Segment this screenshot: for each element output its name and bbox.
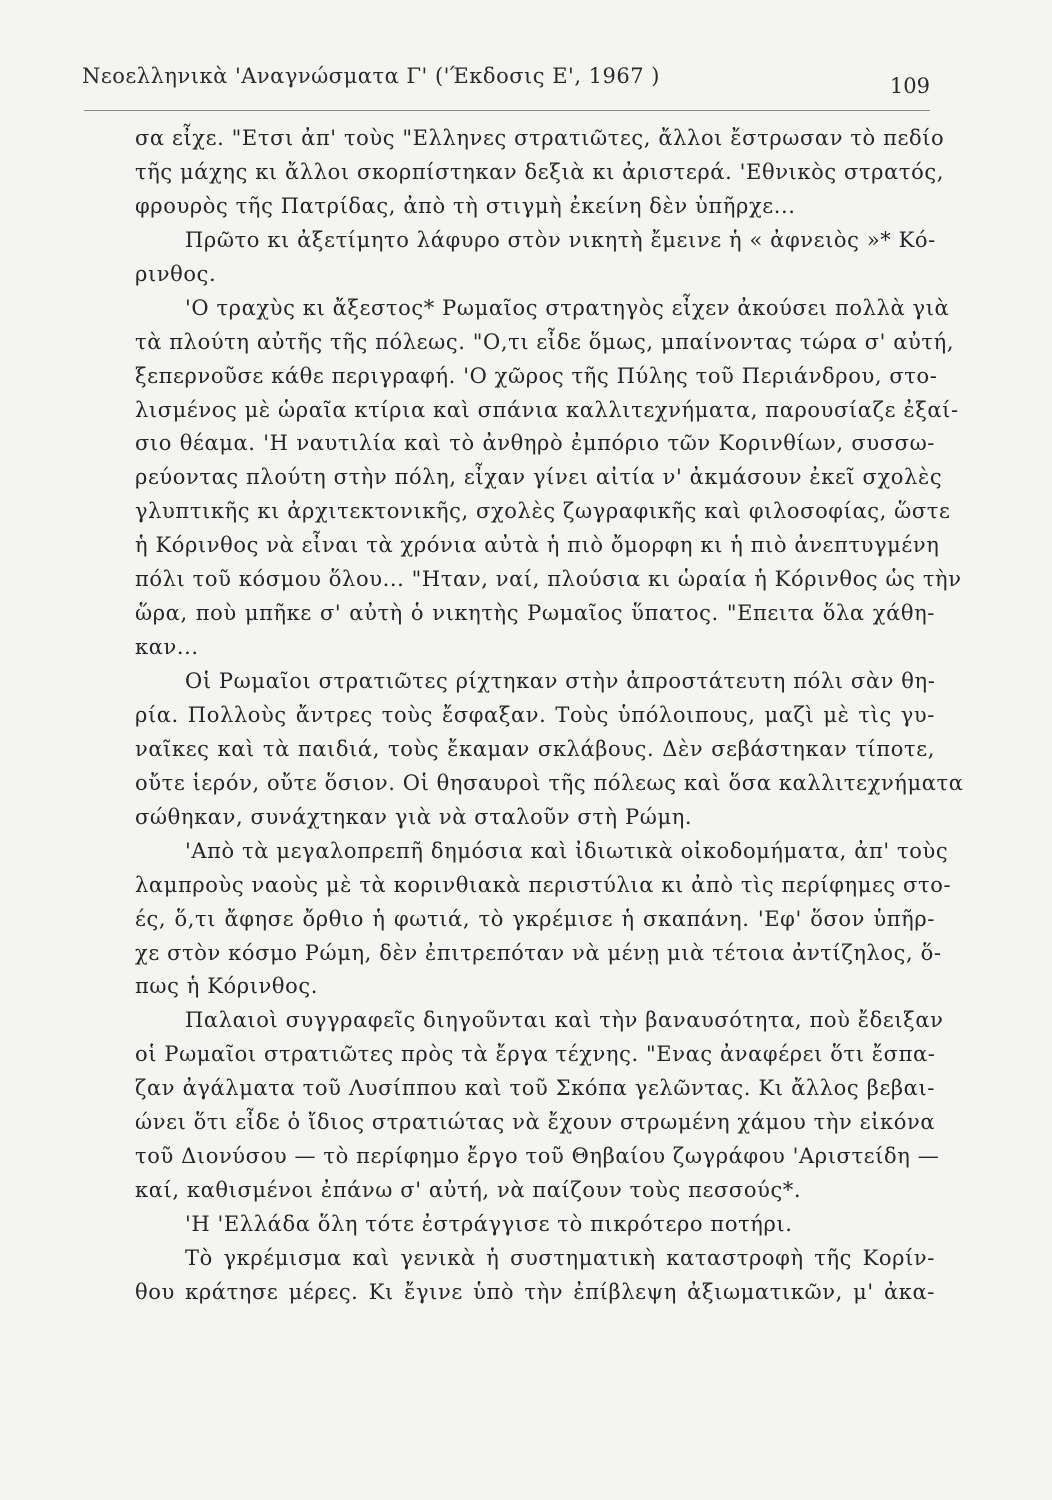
text-line: ὥρα, ποὺ μπῆκε σ' αὐτὴ ὁ νικητὴς Ρωμαῖος ὕπατος. "Επειτα ὅλα χάθη- <box>135 601 935 626</box>
text-line: πόλι τοῦ κόσμου ὅλου... "Ηταν, ναί, πλούσια κι ὡραία ἡ Κόρινθος ὡς τὴν <box>135 567 962 592</box>
text-line: καν... <box>135 635 199 660</box>
text-line: σιο θέαμα. 'Η ναυτιλία καὶ τὸ ἀνθηρὸ ἐμπόριο τῶν Κορινθίων, συσσω- <box>135 431 935 456</box>
text-body <box>135 122 964 1310</box>
text-line: πως ἡ Κόρινθος. <box>135 974 319 999</box>
text-line: θου κράτησε μέρες. Κι ἔγινε ὑπὸ τὴν ἐπίβλεψη ἀξιωματικῶν, μ' ἀκα- <box>135 1279 935 1304</box>
text-line: Παλαιοὶ συγγραφεῖς διηγοῦνται καὶ τὴν βαναυσότητα, ποὺ ἔδειξαν <box>185 1008 944 1033</box>
text-line: ές, ὅ,τι ἄφησε ὄρθιο ἡ φωτιά, τὸ γκρέμισε ἡ σκαπάνη. 'Εφ' ὅσον ὑπῆρ- <box>135 906 935 931</box>
text-line: ξεπερνοῦσε κάθε περιγραφή. 'Ο χῶρος τῆς Πύλης τοῦ Περιάνδρου, στο- <box>135 363 938 388</box>
page-number: 109 <box>889 74 930 98</box>
text-line: οὔτε ἱερόν, οὔτε ὅσιον. Οἱ θησαυροὶ τῆς πόλεως καὶ ὅσα καλλιτεχνήματα <box>135 770 964 795</box>
text-line: ρεύοντας πλούτη στὴν πόλη, εἶχαν γίνει αἰτία ν' ἀκμάσουν ἐκεῖ σχολὲς <box>135 465 943 490</box>
text-line: γλυπτικῆς κι ἀρχιτεκτονικῆς, σχολὲς ζωγραφικῆς καὶ φιλοσοφίας, ὥστε <box>135 499 951 524</box>
text-line: ρία. Πολλοὺς ἄντρες τοὺς ἔσφαξαν. Τοὺς ὑπόλοιπους, μαζὶ μὲ τὶς γυ- <box>135 702 935 727</box>
text-line: ζαν ἀγάλματα τοῦ Λυσίππου καὶ τοῦ Σκόπα γελῶντας. Κι ἄλλος βεβαι- <box>135 1076 935 1101</box>
text-line: τῆς μάχης κι ἄλλοι σκορπίστηκαν δεξιὰ κι ἀριστερά. 'Εθνικὸς στρατός, <box>135 159 944 184</box>
text-line: ναῖκες καὶ τὰ παιδιά, τοὺς ἔκαμαν σκλάβους. Δὲν σεβάστηκαν τίποτε, <box>135 736 935 761</box>
text-line: λισμένος μὲ ὡραῖα κτίρια καὶ σπάνια καλλιτεχνήματα, παρουσίαζε ἐξαί- <box>135 397 959 422</box>
text-line: Πρῶτο κι ἀξετίμητο λάφυρο στὸν νικητὴ ἔμεινε ἡ « ἀφνειὸς »* Κό- <box>185 227 936 252</box>
text-line: 'Ο τραχὺς κι ἄξεστος* Ρωμαῖος στρατηγὸς εἶχεν ἀκούσει πολλὰ γιὰ <box>185 295 950 320</box>
text-line: ώνει ὅτι εἶδε ὁ ἴδιος στρατιώτας νὰ ἔχουν στρωμένη χάμου τὴν εἰκόνα <box>135 1110 936 1135</box>
text-line: 'Απὸ τὰ μεγαλοπρεπῆ δημόσια καὶ ἰδιωτικὰ οἰκοδομήματα, ἀπ' τοὺς <box>185 838 949 863</box>
text-line: σα εἶχε. "Ετσι ἀπ' τοὺς "Ελληνες στρατιῶτες, ἄλλοι ἔστρωσαν τὸ πεδίο <box>135 126 945 150</box>
page-header <box>82 58 930 102</box>
text-line: σώθηκαν, συνάχτηκαν γιὰ νὰ σταλοῦν στὴ Ρώμη. <box>135 804 693 829</box>
text-line: καί, καθισμένοι ἐπάνω σ' αὐτή, νὰ παίζουν τοὺς πεσσούς*. <box>135 1178 802 1203</box>
text-line: φρουρὸς τῆς Πατρίδας, ἀπὸ τὴ στιγμὴ ἐκείνη δὲν ὑπῆρχε... <box>135 193 796 218</box>
text-line: Τὸ γκρέμισμα καὶ γενικὰ ἡ συστηματικὴ καταστροφὴ τῆς Κορίν- <box>185 1245 935 1270</box>
text-line: Οἱ Ρωμαῖοι στρατιῶτες ρίχτηκαν στὴν ἀπροστάτευτη πόλι σὰν θη- <box>185 669 936 693</box>
header-rule <box>84 110 930 111</box>
text-line: λαμπροὺς ναοὺς μὲ τὰ κορινθιακὰ περιστύλια κι ἀπὸ τὶς περίφημες στο- <box>135 872 952 897</box>
text-line: τοῦ Διονύσου — τὸ περίφημο ἔργο τοῦ Θηβαίου ζωγράφου 'Αριστείδη — <box>135 1144 940 1169</box>
text-line: ρινθος. <box>135 261 217 286</box>
text-line: ἡ Κόρινθος νὰ εἶναι τὰ χρόνια αὐτὰ ἡ πιὸ ὄμορφη κι ἡ πιὸ ἀνεπτυγμένη <box>135 533 940 558</box>
running-head: Νεοελληνικὰ 'Αναγνώσματα Γ' ('Έκδοσις Ε', 1967 ) <box>82 64 660 88</box>
text-line: τὰ πλούτη αὐτῆς τῆς πόλεως. "Ο,τι εἶδε ὅμως, μπαίνοντας τώρα σ' αὐτή, <box>135 329 955 354</box>
text-line: χε στὸν κόσμο Ρώμη, δὲν ἐπιτρεπόταν νὰ μένῃ μιὰ τέτοια ἀντίζηλος, ὅ- <box>135 940 942 965</box>
text-line: οἱ Ρωμαῖοι στρατιῶτες πρὸς τὰ ἔργα τέχνης. "Ενας ἀναφέρει ὅτι ἔσπα- <box>135 1042 936 1067</box>
text-line: 'Η 'Ελλάδα ὅλη τότε ἐστράγγισε τὸ πικρότερο ποτήρι. <box>185 1212 793 1236</box>
